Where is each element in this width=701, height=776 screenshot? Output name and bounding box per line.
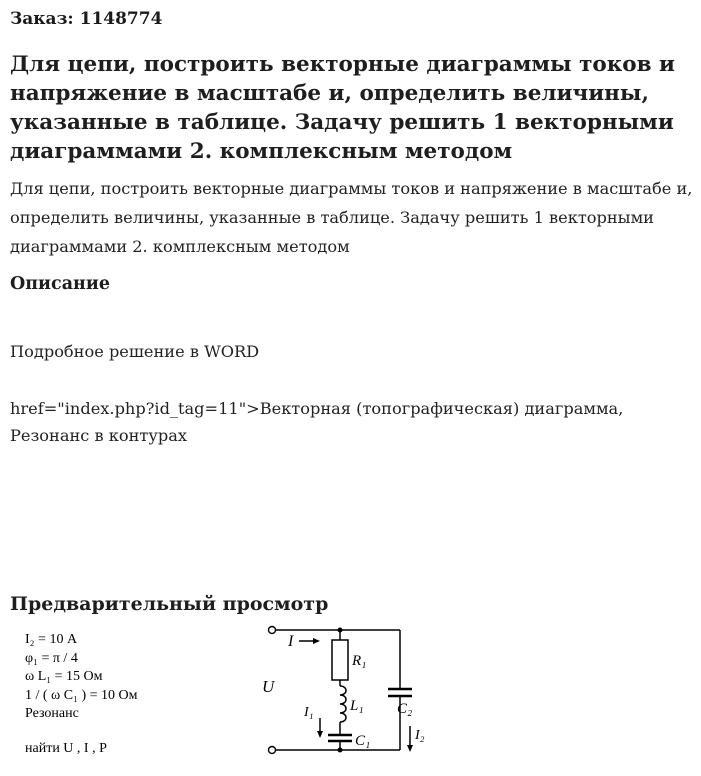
intro-text: Для цепи, построить векторные диаграммы токов и напряжение в масштабе и, определить величины, указанные в таблице. Задачу решить 1 векторными диаграммами 2. комплексным методом [10,179,693,256]
arrowhead-i2 [407,745,413,752]
arrowhead-i1 [317,731,323,738]
page-title: Для цепи, построить векторные диаграммы токов и напряжение в масштабе и, определить величины, указанные в таблице. Задачу решить 1 векторными диаграммами 2. комплексным методом [10,52,675,164]
label-l1: L₁ [350,698,364,714]
order-label: Заказ: 1148774 [10,9,163,29]
resistor-r1 [332,640,348,680]
find-line: найти U , I , P [25,740,107,756]
param-line: ω L₁ = 15 Ом [25,669,103,684]
arrowhead-i [313,638,320,644]
preview-heading: Предварительный просмотр [10,593,329,615]
label-c1: C₁ [355,733,371,749]
terminal-bottom [269,747,276,754]
param-line: φ₁ = π / 4 [25,650,78,666]
description-heading: Описание [10,274,110,294]
description-link-text: href="index.php?id_tag=11">Векторная (топографическая) диаграмма, Резонанс в контурах [10,399,624,445]
param-gap [25,724,245,740]
junction-dot [338,628,343,633]
label-r1: R₁ [352,653,367,669]
label-voltage-u: U [262,677,275,696]
label-current-i1: I₁ [304,705,314,720]
param-line: I₂ = 10 А [25,632,78,647]
junction-dot [338,748,343,753]
label-current-i: I [288,633,294,650]
terminal-top [269,627,276,634]
inductor-l1 [340,686,346,722]
param-line: Резонанс [25,706,79,721]
preview-parameters [25,631,245,758]
param-line: 1 / ( ω C₁ ) = 10 Ом [25,687,138,703]
label-c2: C₂ [397,701,413,717]
circuit-diagram [258,618,443,768]
label-current-i2: I₂ [415,728,425,743]
description-text: Подробное решение в WORD [10,342,260,361]
